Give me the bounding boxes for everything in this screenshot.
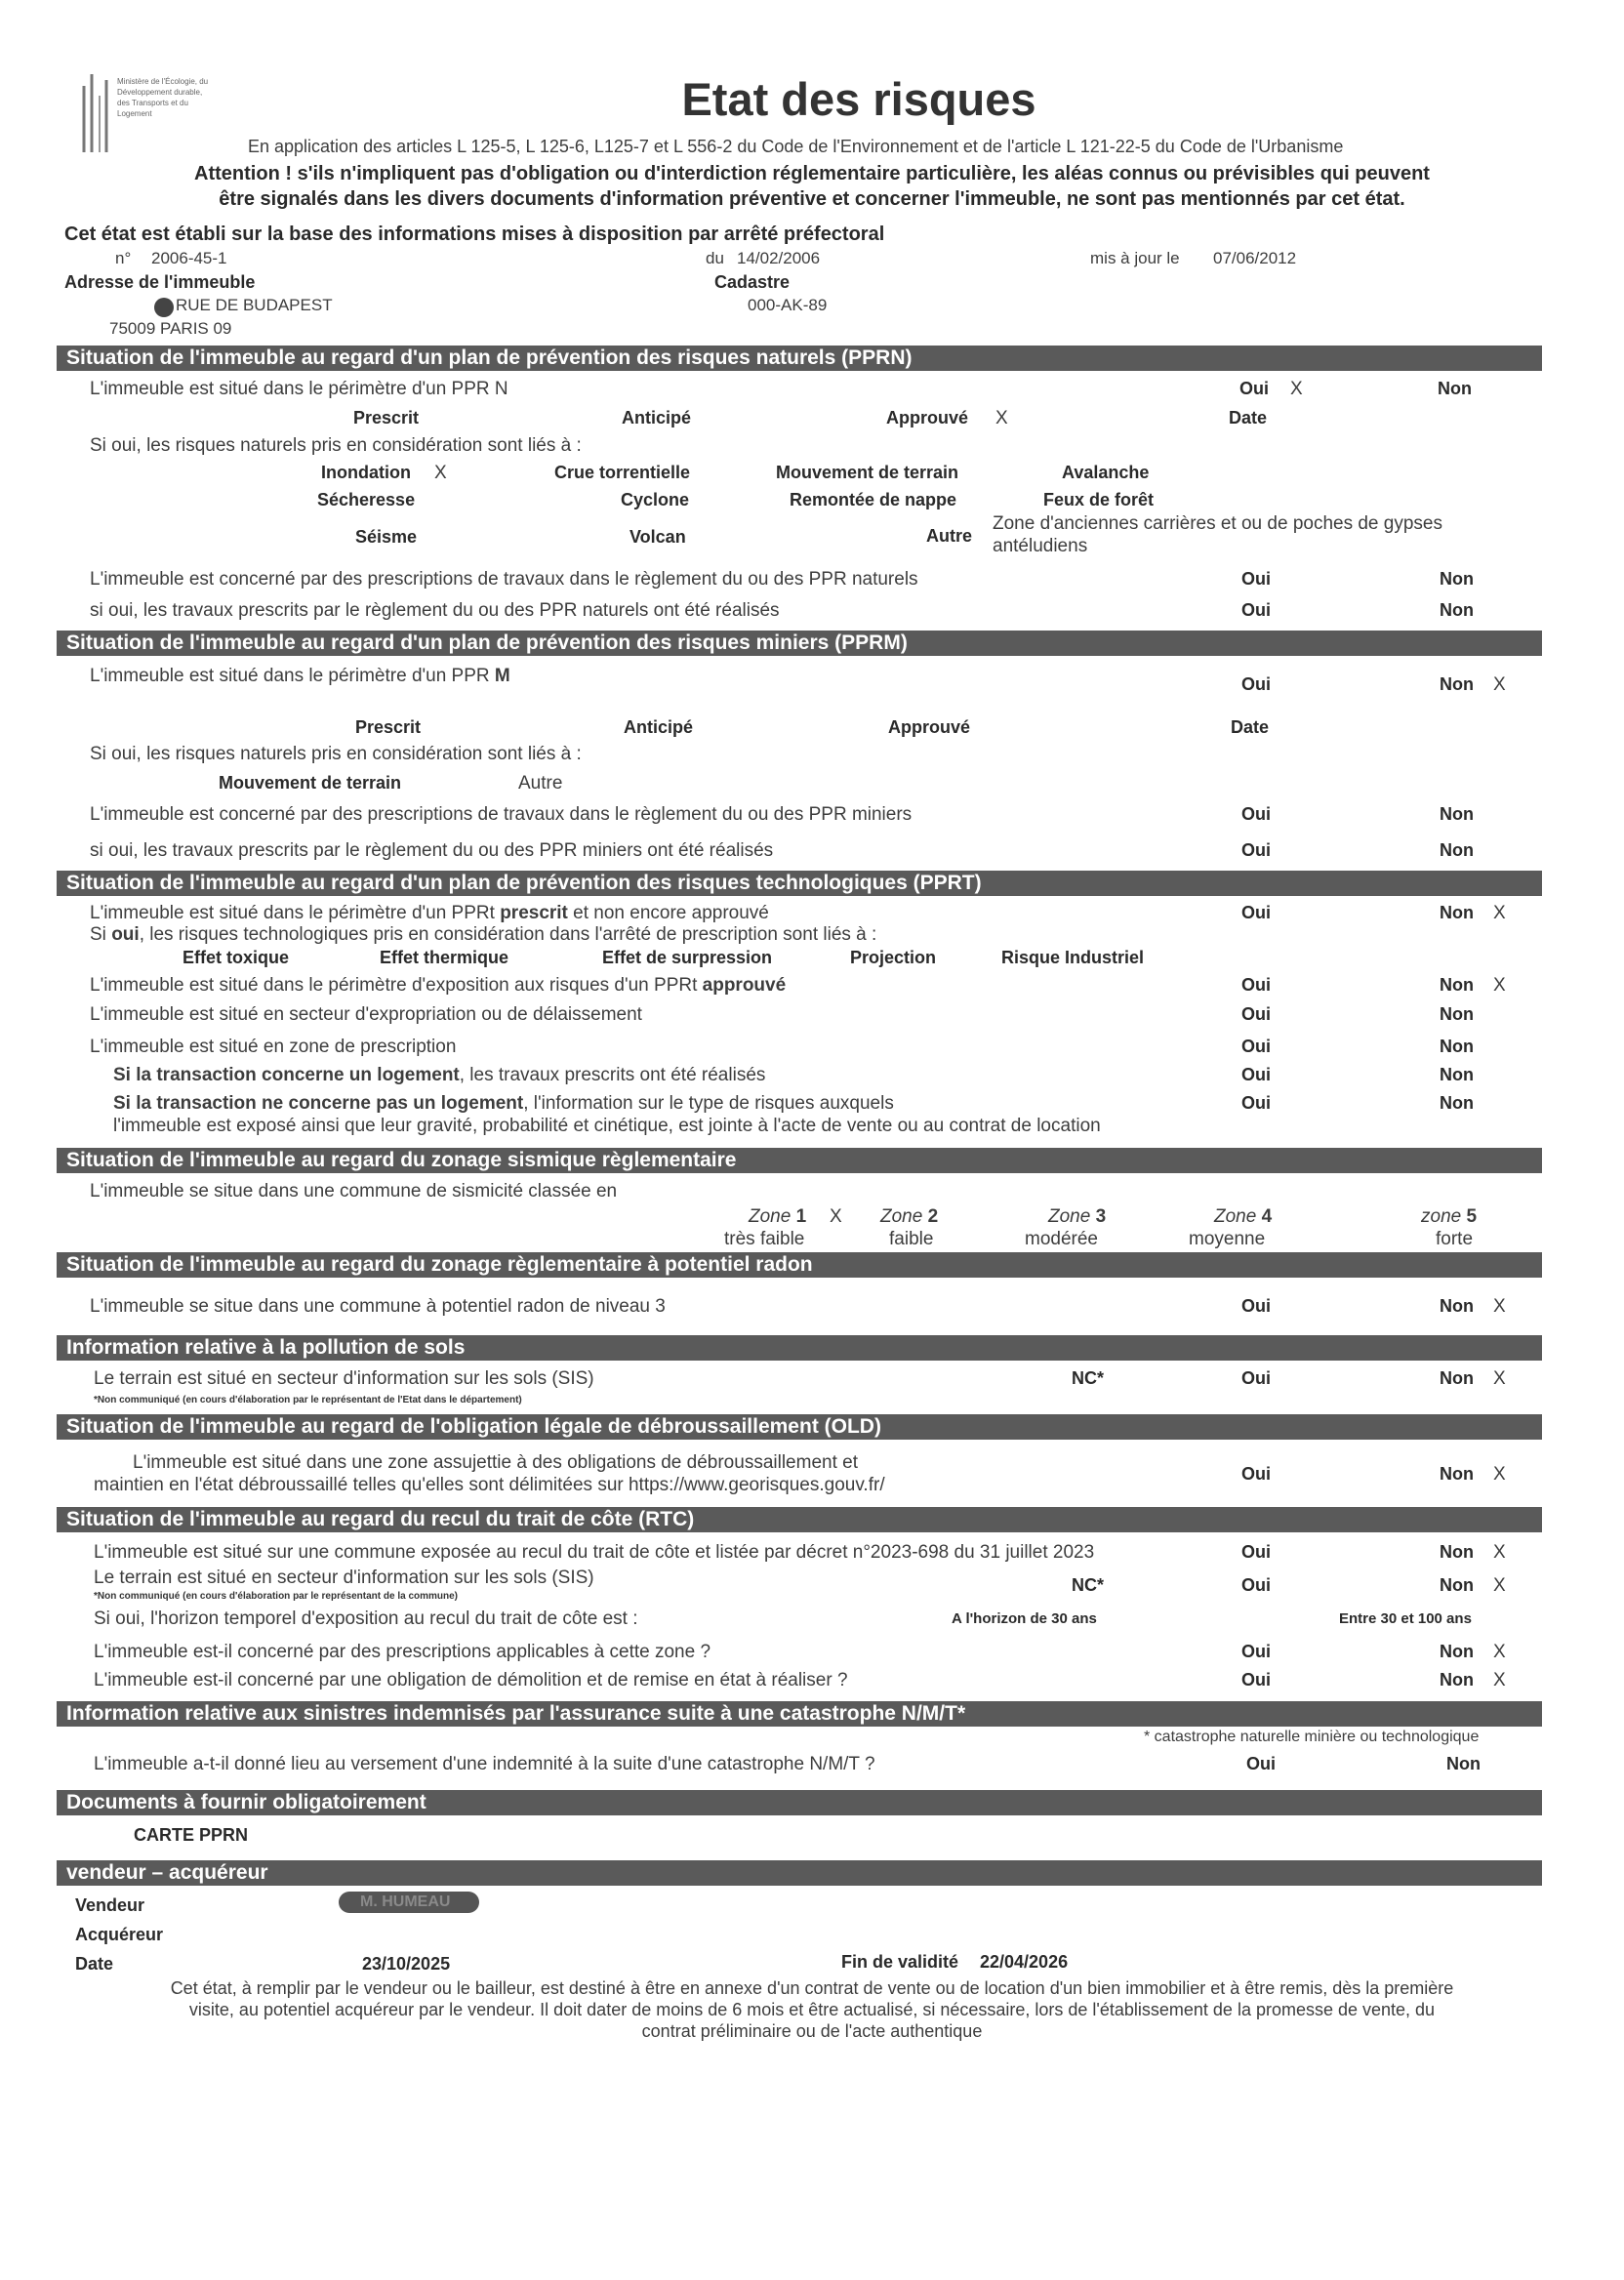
- risk-avalanche: Avalanche: [1062, 463, 1150, 482]
- pollution-q: Le terrain est situé en secteur d'information sur les sols (SIS): [94, 1368, 594, 1389]
- pprm-date: Date: [1231, 717, 1270, 737]
- rtc-q2-nc: NC*: [1072, 1575, 1105, 1595]
- pprn-date: Date: [1229, 408, 1268, 428]
- risk-inondation: Inondation: [321, 463, 411, 482]
- section-seismic-title: Situation de l'immeuble au regard du zonage sismique règlementaire: [66, 1149, 737, 1171]
- risk-nappe: Remontée de nappe: [790, 490, 957, 509]
- pprt-q2-a: Si: [90, 924, 106, 945]
- pprm-q3-non: Non: [1440, 840, 1474, 860]
- section-pprt-title: Situation de l'immeuble au regard d'un plan de prévention des risques technologiques (PPRT): [66, 872, 982, 894]
- pprt-q4: L'immeuble est situé en secteur d'expropriation ou de délaissement: [90, 1004, 642, 1025]
- pprt-q2-b: oui: [111, 924, 140, 945]
- pprt-q7-oui: Oui: [1241, 1093, 1271, 1113]
- num-label: n°: [115, 249, 132, 267]
- fin-validite-value: 22/04/2026: [980, 1952, 1069, 1972]
- pprm-q1-bold: M: [494, 666, 510, 686]
- pprn-q1-oui-x: X: [1290, 379, 1303, 399]
- footer-line-2: visite, au potentiel acquéreur par le vendeur. Il doit dater de moins de 6 mois et être actualisé, si nécessaire, lors de l'établissement de la promesse de vente, du: [188, 2000, 1436, 2019]
- pollution-oui: Oui: [1241, 1368, 1271, 1388]
- zone-3-sub: modérée: [1025, 1229, 1098, 1249]
- date-value: 23/10/2025: [362, 1954, 451, 1974]
- warning-line-1: Attention ! s'ils n'impliquent pas d'obligation ou d'interdiction réglementaire particulière, les aléas connus ou prévisibles qui peuvent: [194, 163, 1430, 184]
- zone-1-label: Zone: [749, 1206, 792, 1227]
- footer-line-1: Cet état, à remplir par le vendeur ou le bailleur, est destiné à être en annexe d'un contrat de vente ou de location d'un bien immobilier et à être remis, dès la première: [170, 1978, 1454, 1998]
- effect-surpression: Effet de surpression: [602, 948, 773, 967]
- section-pprm-header: [57, 631, 1542, 656]
- maj-label: mis à jour le: [1090, 249, 1180, 267]
- address-line-1: RUE DE BUDAPEST: [176, 296, 333, 314]
- pprn-q1-non: Non: [1438, 379, 1472, 398]
- pprm-risk-mouvement: Mouvement de terrain: [219, 773, 402, 793]
- section-pprn-header: [57, 346, 1542, 371]
- pprm-q1: [90, 666, 510, 687]
- risk-autre: Autre: [926, 526, 973, 546]
- page-title: Etat des risques: [681, 73, 1036, 125]
- rtc-q5-oui: Oui: [1241, 1670, 1271, 1690]
- pprt-q3-b: approuvé: [702, 975, 787, 996]
- pprn-q3-oui: Oui: [1241, 600, 1271, 620]
- pprm-q1-non: Non: [1440, 674, 1474, 694]
- pprt-q2: [90, 924, 876, 946]
- section-sinistres-title: Information relative aux sinistres indemnisés par l'assurance suite à une catastrophe N/M/T*: [66, 1702, 966, 1725]
- pprn-q2-oui: Oui: [1241, 569, 1271, 589]
- pprn-approuve: Approuvé: [886, 408, 969, 428]
- radon-oui: Oui: [1241, 1296, 1271, 1316]
- footer-line-3: contrat préliminaire ou de l'acte authentique: [641, 2021, 983, 2041]
- pprt-q4-non: Non: [1440, 1004, 1474, 1024]
- section-documents-title: Documents à fournir obligatoirement: [66, 1791, 426, 1813]
- pollution-nc: NC*: [1072, 1368, 1105, 1388]
- old-q-line1: L'immeuble est situé dans une zone assujettie à des obligations de débroussaillement et: [133, 1452, 858, 1473]
- zone-1-sub: très faible: [724, 1229, 805, 1249]
- vendeur-name: M. HUMEAU: [360, 1893, 451, 1910]
- risk-feux: Feux de forêt: [1043, 490, 1155, 509]
- cadastre-value: 000-AK-89: [748, 296, 828, 314]
- pprt-q1-a: L'immeuble est situé dans le périmètre d'un PPRt: [90, 903, 495, 923]
- fin-validite-label: Fin de validité: [841, 1952, 959, 1972]
- old-non-x: X: [1493, 1464, 1506, 1485]
- section-sinistres-header: [57, 1701, 1542, 1727]
- zone-5-num: 5: [1466, 1206, 1478, 1227]
- zone-5-sub: forte: [1436, 1229, 1474, 1249]
- radon-non: Non: [1440, 1296, 1474, 1316]
- address-line-2: 75009 PARIS 09: [109, 319, 232, 338]
- pprt-q3: [90, 975, 786, 997]
- pprn-q3: si oui, les travaux prescrits par le règlement du ou des PPR naturels ont été réalisés: [90, 600, 780, 621]
- pprm-q2-oui: Oui: [1241, 804, 1271, 824]
- risk-mouvement: Mouvement de terrain: [776, 463, 959, 482]
- section-parties-title: vendeur – acquéreur: [66, 1861, 268, 1884]
- rtc-q1: L'immeuble est situé sur une commune exposée au recul du trait de côte et listée par décret n°2023-698 du 31 juillet 2023: [94, 1542, 1095, 1563]
- pprm-risk-autre: Autre: [518, 773, 563, 794]
- risk-inondation-x: X: [434, 463, 447, 483]
- zone-4-sub: moyenne: [1189, 1229, 1266, 1249]
- pprt-q6-non: Non: [1440, 1065, 1474, 1084]
- rtc-q5: L'immeuble est-il concerné par une obligation de démolition et de remise en état à réaliser ?: [94, 1670, 848, 1690]
- rtc-q4-oui: Oui: [1241, 1642, 1271, 1661]
- num-value: 2006-45-1: [151, 249, 227, 267]
- pprt-q3-oui: Oui: [1241, 975, 1271, 995]
- date-label: Date: [75, 1954, 114, 1974]
- zone-3: [1048, 1206, 1106, 1228]
- pprn-si-oui: Si oui, les risques naturels pris en considération sont liés à :: [90, 435, 582, 456]
- section-pprt-header: [57, 871, 1542, 896]
- section-radon-header: [57, 1252, 1542, 1278]
- vendeur-value: [339, 1892, 479, 1913]
- risk-autre-text-2: antéludiens: [993, 536, 1088, 556]
- risk-seisme: Séisme: [355, 527, 418, 547]
- pprm-anticipe: Anticipé: [624, 717, 694, 737]
- pprn-q3-non: Non: [1440, 600, 1474, 620]
- rtc-q5-non: Non: [1440, 1670, 1474, 1690]
- zone-2: [880, 1206, 938, 1228]
- rtc-q4-non: Non: [1440, 1642, 1474, 1661]
- maj-value: 07/06/2012: [1213, 249, 1297, 267]
- sinistres-q: L'immeuble a-t-il donné lieu au versement d'une indemnité à la suite d'une catastrophe N/M/T ?: [94, 1754, 875, 1774]
- section-documents-header: [57, 1790, 1542, 1815]
- pprn-q1-oui: Oui: [1239, 379, 1269, 398]
- zone-3-num: 3: [1095, 1206, 1107, 1227]
- zone-4-label: Zone: [1214, 1206, 1257, 1227]
- rtc-q2: Le terrain est situé en secteur d'information sur les sols (SIS): [94, 1568, 594, 1588]
- section-radon-title: Situation de l'immeuble au regard du zonage règlementaire à potentiel radon: [66, 1253, 813, 1276]
- pprn-q2-non: Non: [1440, 569, 1474, 589]
- risk-volcan: Volcan: [629, 527, 686, 547]
- zone-4-num: 4: [1261, 1206, 1273, 1227]
- pprn-q1: L'immeuble est situé dans le périmètre d'un PPR N: [90, 379, 508, 399]
- zone-1-num: 1: [795, 1206, 807, 1227]
- section-pprn-title: Situation de l'immeuble au regard d'un plan de prévention des risques naturels (PPRN): [66, 346, 913, 369]
- effect-thermique: Effet thermique: [380, 948, 509, 967]
- section-old-title: Situation de l'immeuble au regard de l'obligation légale de débroussaillement (OLD): [66, 1415, 881, 1438]
- pprm-q1-non-x: X: [1493, 674, 1506, 695]
- pprm-prescrit: Prescrit: [355, 717, 422, 737]
- section-seismic-header: [57, 1148, 1542, 1173]
- pprn-approuve-x: X: [995, 408, 1008, 428]
- pprn-prescrit: Prescrit: [353, 408, 420, 428]
- pprt-q6-a: Si la transaction concerne un logement: [113, 1065, 460, 1085]
- pprt-q6: [113, 1065, 765, 1086]
- effect-industriel: Risque Industriel: [1001, 948, 1145, 967]
- rtc-horizon-30: A l'horizon de 30 ans: [952, 1610, 1097, 1627]
- rtc-q1-non-x: X: [1493, 1542, 1506, 1563]
- pprt-q4-oui: Oui: [1241, 1004, 1271, 1024]
- sinistres-note: * catastrophe naturelle minière ou technologique: [1144, 1729, 1480, 1745]
- pprt-q7: [113, 1093, 894, 1115]
- zone-4: [1214, 1206, 1272, 1228]
- zone-1: [749, 1206, 806, 1228]
- section-pollution-header: [57, 1335, 1542, 1361]
- section-old-header: [57, 1414, 1542, 1440]
- pprm-q3: si oui, les travaux prescrits par le règlement du ou des PPR miniers ont été réalisés: [90, 840, 774, 861]
- acquereur-label: Acquéreur: [75, 1925, 164, 1944]
- zone-2-sub: faible: [889, 1229, 934, 1249]
- section-rtc-title: Situation de l'immeuble au regard du recul du trait de côte (RTC): [66, 1508, 695, 1530]
- pprt-q5-non: Non: [1440, 1037, 1474, 1056]
- pollution-note: *Non communiqué (en cours d'élaboration par le représentant de l'Etat dans le département): [94, 1395, 522, 1405]
- section-pollution-title: Information relative à la pollution de sols: [66, 1336, 466, 1359]
- risk-secheresse: Sécheresse: [317, 490, 416, 509]
- pprt-q6-oui: Oui: [1241, 1065, 1271, 1084]
- pprn-q2: L'immeuble est concerné par des prescriptions de travaux dans le règlement du ou des PPR naturels: [90, 569, 918, 590]
- pprn-anticipe: Anticipé: [622, 408, 692, 428]
- pprt-q1-non-x: X: [1493, 903, 1506, 923]
- pprt-q1-c: et non encore approuvé: [573, 903, 769, 923]
- pprt-q7-line2: l'immeuble est exposé ainsi que leur gravité, probabilité et cinétique, est jointe à l'acte de vente ou au contrat de location: [113, 1116, 1101, 1136]
- old-oui: Oui: [1241, 1464, 1271, 1484]
- rtc-q1-oui: Oui: [1241, 1542, 1271, 1562]
- pollution-non: Non: [1440, 1368, 1474, 1388]
- risk-cyclone: Cyclone: [621, 490, 690, 509]
- pprt-q5-oui: Oui: [1241, 1037, 1271, 1056]
- vendeur-label: Vendeur: [75, 1895, 145, 1915]
- rtc-q2-non: Non: [1440, 1575, 1474, 1595]
- pprt-q1-b: prescrit: [500, 903, 568, 923]
- old-non: Non: [1440, 1464, 1474, 1484]
- radon-q: L'immeuble se situe dans une commune à potentiel radon de niveau 3: [90, 1296, 666, 1317]
- rtc-q1-non: Non: [1440, 1542, 1474, 1562]
- rtc-q4-non-x: X: [1493, 1642, 1506, 1662]
- address-label: Adresse de l'immeuble: [64, 272, 256, 292]
- pprt-q1: [90, 903, 769, 924]
- pprm-si-oui: Si oui, les risques naturels pris en considération sont liés à :: [90, 744, 582, 764]
- pprm-q2-non: Non: [1440, 804, 1474, 824]
- zone-3-label: Zone: [1048, 1206, 1091, 1227]
- effect-toxique: Effet toxique: [183, 948, 290, 967]
- cadastre-label: Cadastre: [714, 272, 791, 292]
- radon-non-x: X: [1493, 1296, 1506, 1317]
- risk-crue: Crue torrentielle: [554, 463, 691, 482]
- pprm-q3-oui: Oui: [1241, 840, 1271, 860]
- old-q-line2: maintien en l'état débroussaillé telles qu'elles sont délimitées sur https://www.georisques.gouv.fr/: [94, 1475, 885, 1495]
- zone-2-num: 2: [927, 1206, 939, 1227]
- address-redaction: [154, 298, 174, 317]
- pprm-q1-oui: Oui: [1241, 674, 1271, 694]
- rtc-q4: L'immeuble est-il concerné par des prescriptions applicables à cette zone ?: [94, 1642, 711, 1662]
- zone-1-x: X: [830, 1206, 842, 1227]
- pprt-q1-oui: Oui: [1241, 903, 1271, 922]
- pprt-q5: L'immeuble est situé en zone de prescription: [90, 1037, 457, 1057]
- pprt-q3-non: Non: [1440, 975, 1474, 995]
- du-label: du: [706, 249, 724, 267]
- risk-autre-text-1: Zone d'anciennes carrières et ou de poches de gypses: [993, 513, 1442, 534]
- pprm-q2: L'immeuble est concerné par des prescriptions de travaux dans le règlement du ou des PPR miniers: [90, 804, 913, 825]
- basis-text: Cet état est établi sur la base des informations mises à disposition par arrêté préfectoral: [64, 224, 885, 245]
- pollution-non-x: X: [1493, 1368, 1506, 1389]
- pprt-q2-c: , les risques technologiques pris en considération dans l'arrêté de prescription sont liés à :: [139, 924, 877, 945]
- sinistres-non: Non: [1446, 1754, 1481, 1773]
- zone-2-label: Zone: [880, 1206, 923, 1227]
- documents-item: CARTE PPRN: [134, 1825, 249, 1845]
- section-pprm-title: Situation de l'immeuble au regard d'un plan de prévention des risques miniers (PPRM): [66, 631, 908, 654]
- rtc-note: *Non communiqué (en cours d'élaboration par le représentant de la commune): [94, 1591, 459, 1602]
- pprt-q3-a: L'immeuble est situé dans le périmètre d'exposition aux risques d'un PPRt: [90, 975, 698, 996]
- seismic-q: L'immeuble se situe dans une commune de sismicité classée en: [90, 1181, 618, 1201]
- section-rtc-header: [57, 1507, 1542, 1532]
- du-value: 14/02/2006: [737, 249, 821, 267]
- pprt-q7-b: , l'information sur le type de risques auxquels: [523, 1093, 894, 1114]
- section-parties-header: [57, 1860, 1542, 1886]
- rtc-q3: Si oui, l'horizon temporel d'exposition au recul du trait de côte est :: [94, 1608, 638, 1629]
- effect-projection: Projection: [850, 948, 937, 967]
- pprm-q1-text: L'immeuble est situé dans le périmètre d'un PPR: [90, 666, 490, 686]
- warning-line-2: être signalés dans les divers documents d'information préventive et concerner l'immeuble, ne sont pas mentionnés par cet état.: [219, 188, 1405, 210]
- rtc-q2-oui: Oui: [1241, 1575, 1271, 1595]
- zone-5-label: zone: [1421, 1206, 1462, 1227]
- pprt-q7-a: Si la transaction ne concerne pas un logement: [113, 1093, 524, 1114]
- subtitle: En application des articles L 125-5, L 125-6, L125-7 et L 556-2 du Code de l'Environnement et de l'article L 121-22-5 du Code de l'Urbanisme: [248, 137, 1344, 156]
- pprt-q6-b: , les travaux prescrits ont été réalisés: [459, 1065, 766, 1085]
- pprt-q3-non-x: X: [1493, 975, 1506, 996]
- rtc-q5-non-x: X: [1493, 1670, 1506, 1690]
- rtc-q2-non-x: X: [1493, 1575, 1506, 1596]
- pprt-q1-non: Non: [1440, 903, 1474, 922]
- rtc-horizon-30-100: Entre 30 et 100 ans: [1339, 1610, 1472, 1627]
- pprt-q7-non: Non: [1440, 1093, 1474, 1113]
- ministry-logo-text: Ministère de l'Écologie, du Développement durable, des Transports et du Logement: [117, 77, 209, 118]
- pprm-approuve: Approuvé: [888, 717, 971, 737]
- zone-5: [1421, 1206, 1477, 1228]
- sinistres-oui: Oui: [1246, 1754, 1276, 1773]
